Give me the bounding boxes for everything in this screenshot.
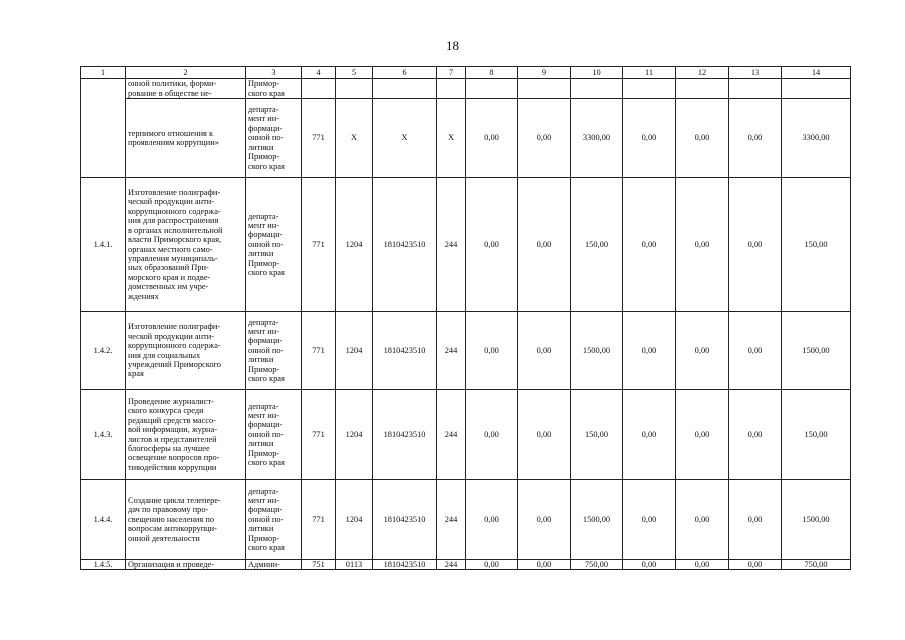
column-number-row	[81, 67, 851, 79]
cell-value: 0,00	[518, 312, 571, 390]
row-description: Изготовление полиграфи- ческой продукции анти- коррупционного содержа- ния для распространения в органах исполнительной власти Приморского края, органах местного само- управления муниципаль- ных образований При- морского края и подве- домственных им учре- ждениях	[126, 178, 246, 312]
cell-value: 0,00	[623, 178, 676, 312]
cell-value: 0,00	[729, 390, 782, 480]
table-row	[81, 178, 851, 312]
table-row	[81, 480, 851, 560]
cell-value: 0113	[336, 560, 373, 570]
cell-value: 1810423510	[373, 390, 437, 480]
cell-value: 0,00	[676, 560, 729, 570]
cell-value: 244	[437, 178, 466, 312]
cell-value: 1500,00	[571, 312, 623, 390]
cell-value: 0,00	[518, 480, 571, 560]
cell-value: 771	[302, 99, 336, 178]
cell-value: 0,00	[466, 99, 518, 178]
cell-value: 0,00	[729, 560, 782, 570]
cell-value: 244	[437, 480, 466, 560]
cell-value: 1500,00	[782, 480, 851, 560]
table-row	[81, 560, 851, 570]
row-responsible: департа- мент ин- формаци- онной по- литики Примор- ского края	[246, 312, 302, 390]
row-responsible: Примор- ского края	[246, 79, 302, 99]
table-row	[81, 390, 851, 480]
row-description: Создание цикла телепере- дач по правовому про- свещению населения по вопросам антикоррупци- онной деятельности	[126, 480, 246, 560]
cell-value: 0,00	[676, 99, 729, 178]
cell-value: 0,00	[729, 312, 782, 390]
cell-value: 0,00	[729, 99, 782, 178]
cell-value: 0,00	[466, 390, 518, 480]
column-header: 12	[676, 67, 729, 79]
cell-value: 0,00	[676, 312, 729, 390]
cell-value: 771	[302, 178, 336, 312]
cell-value: 750,00	[571, 560, 623, 570]
cell-value: 1204	[336, 312, 373, 390]
cell-value: 0,00	[676, 390, 729, 480]
cell-value: 0,00	[518, 390, 571, 480]
cell-value: 0,00	[623, 99, 676, 178]
cell-value: 1204	[336, 480, 373, 560]
cell-value: 244	[437, 560, 466, 570]
cell-value: Х	[437, 99, 466, 178]
cell-value: Х	[373, 99, 437, 178]
row-description: терпимого отношения к проявлениям коррупции»	[126, 99, 246, 178]
cell-value: 0,00	[676, 178, 729, 312]
cell-value: 1204	[336, 178, 373, 312]
cell-value: 0,00	[623, 560, 676, 570]
cell-value: 1810423510	[373, 178, 437, 312]
cell-value: 0,00	[518, 99, 571, 178]
budget-table	[80, 66, 851, 570]
cell-value: Х	[336, 99, 373, 178]
cell-value: 0,00	[466, 178, 518, 312]
cell-value: 1810423510	[373, 480, 437, 560]
cell-value: 751	[302, 560, 336, 570]
column-header: 4	[302, 67, 336, 79]
cell-value: 150,00	[782, 178, 851, 312]
row-responsible: департа- мент ин- формаци- онной по- литики Примор- ского края	[246, 99, 302, 178]
cell-value: 244	[437, 312, 466, 390]
table-row	[81, 99, 851, 178]
cell-value: 771	[302, 480, 336, 560]
table-row	[81, 79, 851, 99]
cell-value: 0,00	[466, 480, 518, 560]
column-header: 1	[81, 67, 126, 79]
page-number: 18	[446, 38, 459, 53]
cell-value: 3300,00	[782, 99, 851, 178]
cell-value: 0,00	[729, 480, 782, 560]
row-description: Проведение журналист- ского конкурса среди редакций средств массо- вой информации, журна- листов и представителей блогосферы на лучшее освещение вопросов про- тиводействия коррупции	[126, 390, 246, 480]
row-code: 1.4.2.	[81, 312, 126, 390]
row-description: Изготовление полиграфи- ческой продукции анти- коррупционного содержа- ния для социальных учреждений Приморского края	[126, 312, 246, 390]
cell-value: 150,00	[571, 390, 623, 480]
cell-value: 0,00	[623, 480, 676, 560]
column-header: 9	[518, 67, 571, 79]
cell-value: 0,00	[729, 178, 782, 312]
cell-value: 244	[437, 390, 466, 480]
row-code: 1.4.3.	[81, 390, 126, 480]
cell-value: 750,00	[782, 560, 851, 570]
column-header: 6	[373, 67, 437, 79]
cell-value: 0,00	[466, 312, 518, 390]
row-responsible: департа- мент ин- формаци- онной по- литики Примор- ского края	[246, 480, 302, 560]
column-header: 8	[466, 67, 518, 79]
column-header: 10	[571, 67, 623, 79]
cell-value: 150,00	[571, 178, 623, 312]
row-description: Организация и проведе-	[126, 560, 246, 570]
cell-value: 150,00	[782, 390, 851, 480]
column-header: 3	[246, 67, 302, 79]
column-header: 13	[729, 67, 782, 79]
column-header: 2	[126, 67, 246, 79]
cell-value: 1204	[336, 390, 373, 480]
cell-value: 1810423510	[373, 560, 437, 570]
cell-value: 0,00	[623, 390, 676, 480]
column-header: 7	[437, 67, 466, 79]
cell-value: 0,00	[676, 480, 729, 560]
column-header: 14	[782, 67, 851, 79]
cell-value: 771	[302, 312, 336, 390]
cell-value: 1500,00	[571, 480, 623, 560]
row-code: 1.4.5.	[81, 560, 126, 570]
cell-value: 771	[302, 390, 336, 480]
cell-value: 0,00	[466, 560, 518, 570]
cell-value: 0,00	[518, 560, 571, 570]
row-code: 1.4.1.	[81, 178, 126, 312]
cell-value: 0,00	[518, 178, 571, 312]
column-header: 11	[623, 67, 676, 79]
cell-value: 0,00	[623, 312, 676, 390]
row-description: онной политики, форми- рование в обществе не-	[126, 79, 246, 99]
row-responsible: департа- мент ин- формаци- онной по- литики Примор- ского края	[246, 178, 302, 312]
row-code: 1.4.4.	[81, 480, 126, 560]
row-responsible: департа- мент ин- формаци- онной по- литики Примор- ского края	[246, 390, 302, 480]
row-code	[81, 79, 126, 178]
column-header: 5	[336, 67, 373, 79]
cell-value: 1500,00	[782, 312, 851, 390]
table-row	[81, 312, 851, 390]
cell-value: 1810423510	[373, 312, 437, 390]
cell-value: 3300,00	[571, 99, 623, 178]
row-responsible: Админи-	[246, 560, 302, 570]
